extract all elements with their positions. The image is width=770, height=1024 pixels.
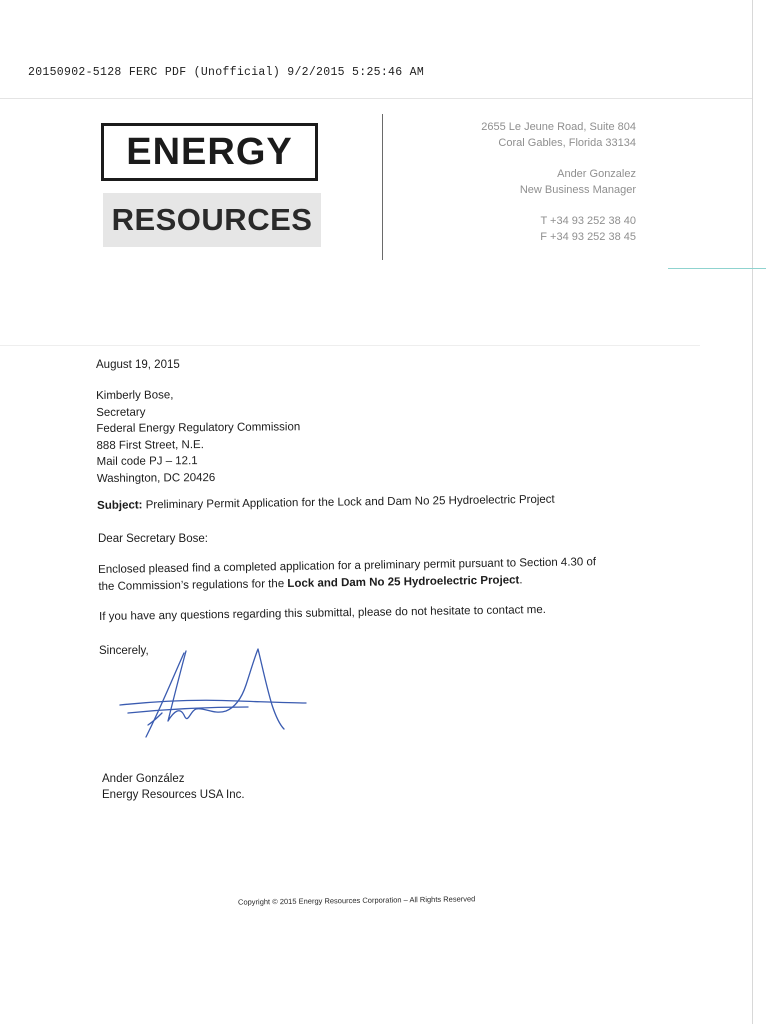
recipient-line: Mail code PJ – 12.1 xyxy=(96,455,198,468)
scan-line xyxy=(0,345,700,346)
contact-fax: F +34 93 252 38 45 xyxy=(540,231,636,243)
subject-text: Preliminary Permit Application for the Lock and Dam No 25 Hydroelectric Project xyxy=(142,493,555,512)
paragraph-1 xyxy=(98,554,596,595)
letter-date: August 19, 2015 xyxy=(96,359,180,371)
logo-energy: ENERGY xyxy=(101,123,318,181)
recipient-line: Washington, DC 20426 xyxy=(96,471,216,485)
signer-company: Energy Resources USA Inc. xyxy=(102,789,245,801)
recipient-line: Kimberly Bose, xyxy=(96,389,174,402)
address-line-1: 2655 Le Jeune Road, Suite 804 xyxy=(481,121,636,133)
subject-line xyxy=(97,492,555,515)
closing: Sincerely, xyxy=(99,645,149,657)
contact-name: Ander Gonzalez xyxy=(557,168,636,180)
paragraph-2: If you have any questions regarding this submittal, please do not hesitate to contact me. xyxy=(99,603,547,623)
para-suffix: . xyxy=(519,573,523,586)
letterhead-divider xyxy=(382,114,383,260)
contact-title: New Business Manager xyxy=(519,184,636,196)
recipient-block xyxy=(96,386,301,487)
logo-resources: RESOURCES xyxy=(103,193,321,247)
contact-phone: T +34 93 252 38 40 xyxy=(540,215,636,227)
salutation: Dear Secretary Bose: xyxy=(98,533,208,545)
ferc-stamp: 20150902-5128 FERC PDF (Unofficial) 9/2/2015 5:25:46 AM xyxy=(28,66,425,79)
scan-mark xyxy=(668,268,766,269)
subject-label: Subject: xyxy=(97,499,143,512)
header-divider xyxy=(0,98,752,99)
page-edge xyxy=(752,0,753,1024)
address-line-2: Coral Gables, Florida 33134 xyxy=(498,137,636,149)
paragraph-1-line-1: Enclosed pleased find a completed application for a preliminary permit pursuant to Section 4.30 of xyxy=(98,556,597,576)
recipient-line: Secretary xyxy=(96,406,146,419)
recipient-line: Federal Energy Regulatory Commission xyxy=(96,421,301,435)
para-prefix: the Commission’s regulations for the xyxy=(98,577,288,593)
recipient-line: 888 First Street, N.E. xyxy=(96,438,204,452)
signer-name: Ander González xyxy=(102,773,185,785)
copyright-footer: Copyright © 2015 Energy Resources Corporation – All Rights Reserved xyxy=(237,894,476,907)
signature xyxy=(118,645,308,745)
project-name: Lock and Dam No 25 Hydroelectric Project xyxy=(287,573,520,590)
